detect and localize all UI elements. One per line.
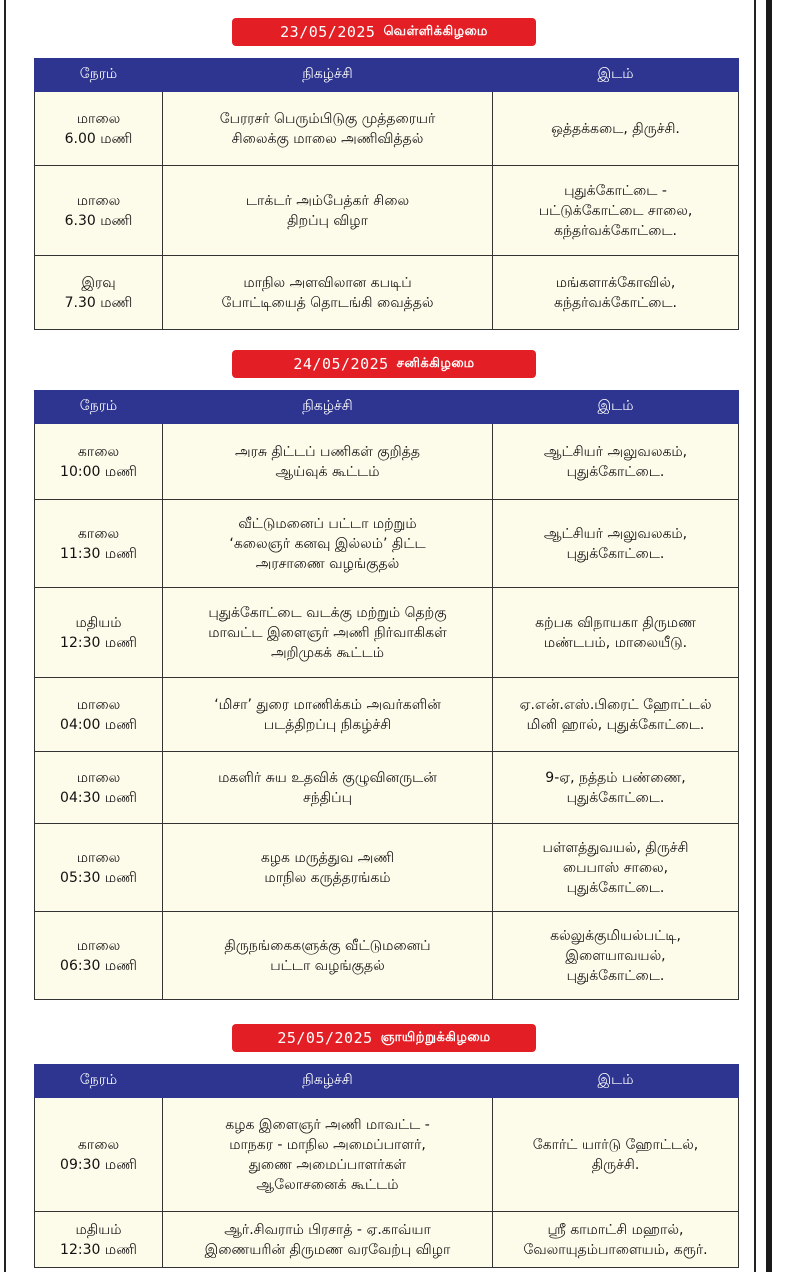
time-cell: மதியம் 12:30 மணி	[35, 588, 163, 678]
header-row	[35, 59, 739, 92]
time-cell: காலை 10:00 மணி	[35, 424, 163, 500]
event-cell: மகளிர் சுய உதவிக் குழுவினருடன் சந்திப்பு	[163, 752, 493, 824]
time-header: நேரம்	[35, 391, 163, 424]
place-cell: புதுக்கோட்டை - பட்டுக்கோட்டை சாலை, கந்தர்வக்கோட்டை.	[493, 166, 739, 256]
place-cell: ஆட்சியர் அலுவலகம், புதுக்கோட்டை.	[493, 424, 739, 500]
place-header: இடம்	[493, 1065, 739, 1098]
table-row	[35, 256, 739, 330]
day-banner-3	[232, 1024, 536, 1052]
place-cell: 9-ஏ, நத்தம் பண்ணை, புதுக்கோட்டை.	[493, 752, 739, 824]
table-row	[35, 1098, 739, 1212]
event-cell: கழக இளைஞர் அணி மாவட்ட - மாநகர - மாநில அமைப்பாளர், துணை அமைப்பாளர்கள் ஆலோசனைக் கூட்டம்	[163, 1098, 493, 1212]
header-row	[35, 391, 739, 424]
event-cell: திருநங்கைகளுக்கு வீட்டுமனைப் பட்டா வழங்குதல்	[163, 912, 493, 1000]
time-cell: காலை 09:30 மணி	[35, 1098, 163, 1212]
schedule-table-1	[34, 58, 739, 330]
day-banner-1	[232, 18, 536, 46]
day-name: ஞாயிற்றுக்கிழமை	[380, 1030, 491, 1045]
place-cell: ஆட்சியர் அலுவலகம், புதுக்கோட்டை.	[493, 500, 739, 588]
place-header: இடம்	[493, 391, 739, 424]
day-name: சனிக்கிழமை	[396, 356, 475, 371]
place-cell: கோர்ட் யார்டு ஹோட்டல், திருச்சி.	[493, 1098, 739, 1212]
event-cell: டாக்டர் அம்பேத்கர் சிலை திறப்பு விழா	[163, 166, 493, 256]
page-edge-bar	[766, 0, 772, 1272]
table-row	[35, 1212, 739, 1268]
event-cell: அரசு திட்டப் பணிகள் குறித்த ஆய்வுக் கூட்டம்	[163, 424, 493, 500]
event-header: நிகழ்ச்சி	[163, 391, 493, 424]
event-cell: புதுக்கோட்டை வடக்கு மற்றும் தெற்கு மாவட்ட இளைஞர் அணி நிர்வாகிகள் அறிமுகக் கூட்டம்	[163, 588, 493, 678]
table-row	[35, 678, 739, 752]
time-cell: மாலை 6.30 மணி	[35, 166, 163, 256]
event-cell: மாநில அளவிலான கபடிப் போட்டியைத் தொடங்கி வைத்தல்	[163, 256, 493, 330]
table-row	[35, 824, 739, 912]
table-row	[35, 166, 739, 256]
place-cell: ஸ்ரீ காமாட்சி மஹால், வேலாயுதம்பாளையம், கரூர்.	[493, 1212, 739, 1268]
table-row	[35, 500, 739, 588]
time-cell: காலை 11:30 மணி	[35, 500, 163, 588]
time-header: நேரம்	[35, 59, 163, 92]
table-row	[35, 588, 739, 678]
day-date: 24/05/2025	[293, 355, 389, 373]
event-cell: வீட்டுமனைப் பட்டா மற்றும் ‘கலைஞர் கனவு இல்லம்’ திட்ட அரசாணை வழங்குதல்	[163, 500, 493, 588]
place-cell: ஒத்தக்கடை, திருச்சி.	[493, 92, 739, 166]
table-row	[35, 752, 739, 824]
place-header: இடம்	[493, 59, 739, 92]
event-cell: ஆர்.சிவராம் பிரசாத் - ஏ.காவ்யா இணையரின் திருமண வரவேற்பு விழா	[163, 1212, 493, 1268]
event-header: நிகழ்ச்சி	[163, 59, 493, 92]
time-cell: மாலை 6.00 மணி	[35, 92, 163, 166]
day-name: வெள்ளிக்கிழமை	[383, 24, 488, 39]
day-date: 23/05/2025	[280, 23, 376, 41]
table-row	[35, 912, 739, 1000]
day-date: 25/05/2025	[277, 1029, 373, 1047]
header-row	[35, 1065, 739, 1098]
time-cell: இரவு 7.30 மணி	[35, 256, 163, 330]
place-cell: கற்பக விநாயகா திருமண மண்டபம், மாலையீடு.	[493, 588, 739, 678]
event-cell: ‘மிசா’ துரை மாணிக்கம் அவர்களின் படத்திறப்பு நிகழ்ச்சி	[163, 678, 493, 752]
table-row	[35, 424, 739, 500]
time-cell: மதியம் 12:30 மணி	[35, 1212, 163, 1268]
place-cell: பள்ளத்துவயல், திருச்சி பைபாஸ் சாலை, புதுக்கோட்டை.	[493, 824, 739, 912]
time-cell: மாலை 04:00 மணி	[35, 678, 163, 752]
time-cell: மாலை 06:30 மணி	[35, 912, 163, 1000]
place-cell: மங்களாக்கோவில், கந்தர்வக்கோட்டை.	[493, 256, 739, 330]
schedule-table-3	[34, 1064, 739, 1268]
place-cell: கல்லுக்குமியல்பட்டி, இளையாவயல், புதுக்கோட்டை.	[493, 912, 739, 1000]
time-header: நேரம்	[35, 1065, 163, 1098]
schedule-table-2	[34, 390, 739, 1000]
event-cell: பேரரசர் பெரும்பிடுகு முத்தரையர் சிலைக்கு மாலை அணிவித்தல்	[163, 92, 493, 166]
time-cell: மாலை 04:30 மணி	[35, 752, 163, 824]
place-cell: ஏ.என்.எஸ்.பிரைட் ஹோட்டல் மினி ஹால், புதுக்கோட்டை.	[493, 678, 739, 752]
event-cell: கழக மருத்துவ அணி மாநில கருத்தரங்கம்	[163, 824, 493, 912]
table-row	[35, 92, 739, 166]
day-banner-2	[232, 350, 536, 378]
event-header: நிகழ்ச்சி	[163, 1065, 493, 1098]
time-cell: மாலை 05:30 மணி	[35, 824, 163, 912]
